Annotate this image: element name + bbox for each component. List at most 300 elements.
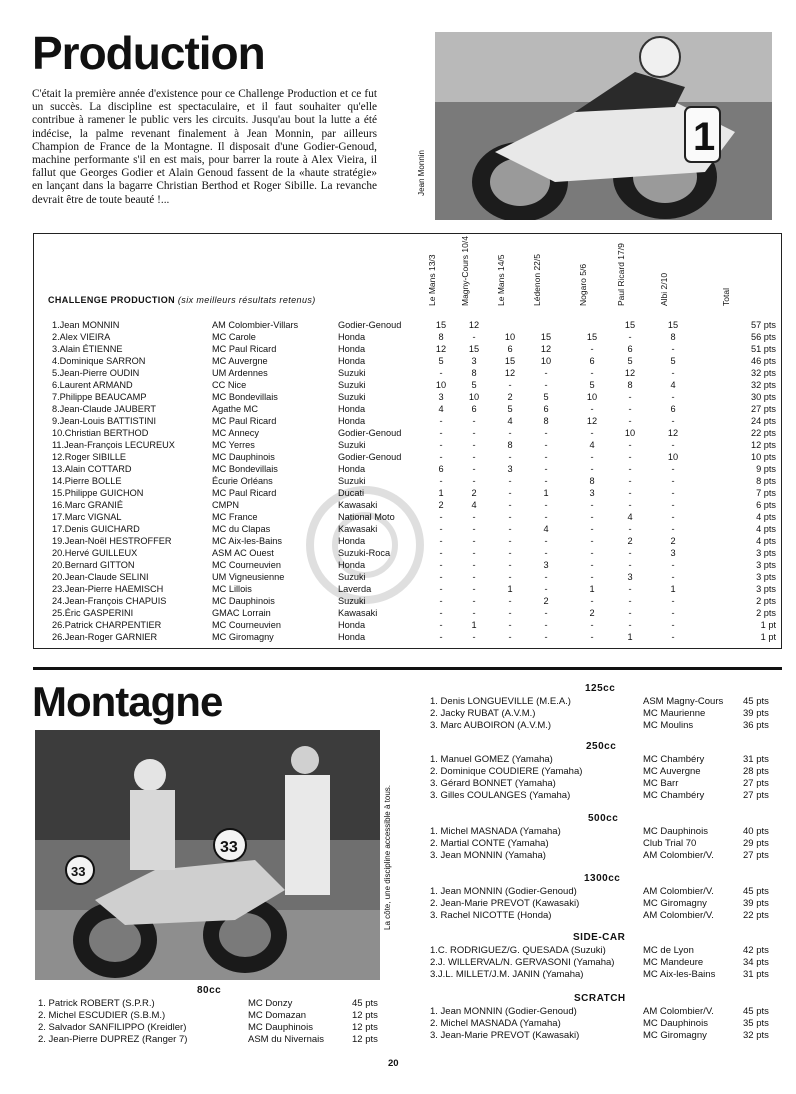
rider-name: 23.Jean-Pierre HAEMISCH [52, 584, 164, 594]
total-points: 2 pts [756, 596, 776, 606]
result-row [0, 778, 796, 790]
race-points: 12 [586, 416, 598, 426]
rider-name: 8.Jean-Claude JAUBERT [52, 404, 157, 414]
bike-make: Laverda [338, 584, 372, 594]
result-row [0, 790, 796, 802]
rider-name: 1. Manuel GOMEZ (Yamaha) [430, 754, 553, 765]
club-name: ASM du Nivernais [248, 1034, 325, 1045]
total-points: 32 pts [750, 380, 776, 390]
race-points: - [472, 584, 476, 594]
rider-name: 14.Pierre BOLLE [52, 476, 122, 486]
total-points: 6 pts [756, 500, 776, 510]
total-header: Total [721, 288, 731, 306]
rider-name: 2. Salvador SANFILIPPO (Kreidler) [38, 1022, 187, 1033]
race-points: - [439, 596, 443, 606]
table-row [0, 427, 796, 439]
total-points: 4 pts [756, 536, 776, 546]
race-points: 10 [586, 392, 598, 402]
total-points: 2 pts [756, 608, 776, 618]
rider-name: 20.Hervé GUILLEUX [52, 548, 138, 558]
table-row [0, 415, 796, 427]
race-points: - [439, 452, 443, 462]
points: 36 pts [743, 720, 769, 731]
race-points: - [590, 500, 594, 510]
race-points: - [544, 512, 548, 522]
race-points: - [472, 476, 476, 486]
race-header: Magny-Cours 10/4 [460, 236, 470, 306]
race-points: 3 [543, 560, 549, 570]
race-points: 12 [435, 344, 447, 354]
rider-name: 3.J.L. MILLET/J.M. JANIN (Yamaha) [430, 969, 584, 980]
table-row [0, 631, 796, 643]
race-points: - [671, 464, 675, 474]
race-points: - [628, 476, 632, 486]
race-points: 2 [589, 608, 595, 618]
club-name: ASM Magny-Cours [643, 696, 724, 707]
race-points: 4 [589, 440, 595, 450]
race-points: - [590, 452, 594, 462]
race-points: 5 [589, 380, 595, 390]
race-points: 8 [507, 440, 513, 450]
race-points: - [671, 512, 675, 522]
race-points: 2 [507, 392, 513, 402]
club-name: MC France [212, 512, 258, 522]
rider-name: 3.Alain ÉTIENNE [52, 344, 123, 354]
race-points: - [544, 440, 548, 450]
total-points: 3 pts [756, 548, 776, 558]
race-points: 10 [435, 380, 447, 390]
club-name: MC Courneuvien [212, 560, 281, 570]
race-points: - [671, 560, 675, 570]
points: 31 pts [743, 754, 769, 765]
race-points: 15 [468, 344, 480, 354]
race-header: Le Mans 13/3 [427, 254, 437, 306]
race-points: - [472, 536, 476, 546]
photo-credit-montagne: La côte, une discipline accessible à tous. [383, 785, 392, 930]
total-points: 22 pts [750, 428, 776, 438]
race-points: 2 [543, 596, 549, 606]
result-row [0, 1018, 796, 1030]
club-name: UM Vigneusienne [212, 572, 285, 582]
race-points: - [590, 512, 594, 522]
race-points: 1 [670, 584, 676, 594]
points: 32 pts [743, 1030, 769, 1041]
points: 45 pts [743, 696, 769, 707]
points: 39 pts [743, 898, 769, 909]
points: 27 pts [743, 850, 769, 861]
bike-make: Honda [338, 344, 366, 354]
race-points: 5 [438, 356, 444, 366]
club-name: MC Auvergne [212, 356, 268, 366]
points: 45 pts [743, 886, 769, 897]
club-name: MC Dauphinois [643, 1018, 708, 1029]
club-name: MC Mandeure [643, 957, 704, 968]
rider-name: 1. Jean MONNIN (Godier-Genoud) [430, 1006, 577, 1017]
race-points: - [590, 368, 594, 378]
race-points: 4 [471, 500, 477, 510]
race-points: - [628, 584, 632, 594]
result-row [0, 969, 796, 981]
bike-make: Suzuki [338, 440, 366, 450]
page-number: 20 [388, 1058, 399, 1069]
race-points: - [508, 452, 512, 462]
club-name: MC Carole [212, 332, 256, 342]
total-points: 10 pts [750, 452, 776, 462]
race-points: - [439, 428, 443, 438]
rider-name: 24.Jean-François CHAPUIS [52, 596, 167, 606]
race-header: Le Mans 14/5 [496, 254, 506, 306]
table-row [0, 355, 796, 367]
race-points: - [628, 608, 632, 618]
total-points: 9 pts [756, 464, 776, 474]
rider-name: 26.Jean-Roger GARNIER [52, 632, 158, 642]
category-heading: 250cc [586, 741, 617, 752]
bike-make: Honda [338, 632, 366, 642]
rider-name: 2. Jean-Marie PREVOT (Kawasaki) [430, 898, 580, 909]
race-points: - [671, 368, 675, 378]
points: 39 pts [743, 708, 769, 719]
race-points: 2 [670, 536, 676, 546]
challenge-table-title [48, 295, 316, 305]
points: 45 pts [352, 998, 378, 1009]
points: 22 pts [743, 910, 769, 921]
race-points: - [590, 404, 594, 414]
race-points: 15 [504, 356, 516, 366]
production-title: Production [32, 27, 265, 79]
result-row [0, 945, 796, 957]
club-name: AM Colombier/V. [643, 910, 714, 921]
club-name: MC de Lyon [643, 945, 694, 956]
rider-name: 2. Michel MASNADA (Yamaha) [430, 1018, 561, 1029]
club-name: MC Bondevillais [212, 464, 278, 474]
points: 12 pts [352, 1010, 378, 1021]
points: 29 pts [743, 838, 769, 849]
points: 40 pts [743, 826, 769, 837]
race-points: 5 [471, 380, 477, 390]
total-points: 8 pts [756, 476, 776, 486]
race-points: - [508, 476, 512, 486]
club-name: MC Donzy [248, 998, 293, 1009]
challenge-title-text: CHALLENGE PRODUCTION [48, 295, 175, 305]
club-name: Club Trial 70 [643, 838, 697, 849]
rider-name: 1.C. RODRIGUEZ/G. QUESADA (Suzuki) [430, 945, 606, 956]
table-row [0, 619, 796, 631]
watermark-emblem [300, 480, 430, 610]
category-heading: SIDE-CAR [573, 932, 626, 943]
race-points: - [628, 440, 632, 450]
race-points: 3 [507, 464, 513, 474]
race-points: - [671, 572, 675, 582]
club-name: MC du Clapas [212, 524, 271, 534]
total-points: 30 pts [750, 392, 776, 402]
race-points: - [544, 548, 548, 558]
svg-text:33: 33 [220, 839, 238, 856]
club-name: MC Aix-les-Bains [643, 969, 716, 980]
club-name: AM Colombier-Villars [212, 320, 299, 330]
club-name: CMPN [212, 500, 240, 510]
race-photo-jean-monnin [435, 32, 772, 220]
rider-name: 11.Jean-François LECUREUX [52, 440, 175, 450]
race-points: - [544, 368, 548, 378]
race-points: - [628, 332, 632, 342]
challenge-subtitle-text: (six meilleurs résultats retenus) [177, 295, 316, 305]
club-name: MC Chambéry [643, 790, 705, 801]
race-points: 1 [589, 584, 595, 594]
club-name: MC Domazan [248, 1010, 307, 1021]
race-points: 15 [540, 332, 552, 342]
race-points: 6 [471, 404, 477, 414]
race-points: 10 [504, 332, 516, 342]
bike-make: Suzuki [338, 476, 366, 486]
bike-make: Godier-Genoud [338, 452, 402, 462]
race-points: 10 [468, 392, 480, 402]
race-points: 3 [438, 392, 444, 402]
race-points: 8 [543, 416, 549, 426]
race-points: 1 [471, 620, 477, 630]
race-points: - [472, 512, 476, 522]
rider-name: 20.Jean-Claude SELINI [52, 572, 149, 582]
rider-name: 20.Bernard GITTON [52, 560, 135, 570]
race-points: - [439, 368, 443, 378]
club-name: MC Bondevillais [212, 392, 278, 402]
result-row [0, 910, 796, 922]
race-points: - [544, 452, 548, 462]
race-points: 3 [589, 488, 595, 498]
club-name: MC Dauphinois [212, 596, 275, 606]
table-row [0, 379, 796, 391]
race-points: - [472, 332, 476, 342]
rider-name: 16.Marc GRANIÉ [52, 500, 123, 510]
points: 27 pts [743, 790, 769, 801]
race-points: 1 [543, 488, 549, 498]
bike-make: Suzuki [338, 392, 366, 402]
club-name: MC Giromagny [643, 1030, 707, 1041]
points: 34 pts [743, 957, 769, 968]
rider-name: 19.Jean-Noël HESTROFFER [52, 536, 172, 546]
club-name: MC Dauphinois [643, 826, 708, 837]
rider-name: 1.Jean MONNIN [52, 320, 120, 330]
race-points: - [628, 620, 632, 630]
race-points: - [544, 428, 548, 438]
race-points: - [508, 512, 512, 522]
race-points: - [439, 416, 443, 426]
bike-make: Honda [338, 536, 366, 546]
category-heading: 1300cc [584, 873, 621, 884]
race-points: - [472, 416, 476, 426]
race-points: - [439, 536, 443, 546]
race-points: - [472, 524, 476, 534]
race-points: 3 [627, 572, 633, 582]
race-points: 4 [670, 380, 676, 390]
bike-make: Honda [338, 560, 366, 570]
race-points: - [628, 452, 632, 462]
rider-name: 1. Jean MONNIN (Godier-Genoud) [430, 886, 577, 897]
race-points: 10 [540, 356, 552, 366]
race-points: - [628, 488, 632, 498]
race-points: 10 [667, 452, 679, 462]
race-points: - [439, 584, 443, 594]
club-name: AM Colombier/V. [643, 886, 714, 897]
race-points: - [628, 404, 632, 414]
result-row [0, 850, 796, 862]
club-name: AM Colombier/V. [643, 850, 714, 861]
race-points: 1 [507, 584, 513, 594]
race-points: 5 [670, 356, 676, 366]
section-separator [33, 667, 782, 670]
club-name: MC Paul Ricard [212, 344, 277, 354]
bike-make: Godier-Genoud [338, 320, 402, 330]
race-points: - [472, 440, 476, 450]
race-points: - [508, 620, 512, 630]
points: 28 pts [743, 766, 769, 777]
race-points: 4 [438, 404, 444, 414]
race-points: 3 [670, 548, 676, 558]
club-name: MC Paul Ricard [212, 416, 277, 426]
total-points: 7 pts [756, 488, 776, 498]
rider-name: 15.Philippe GUICHON [52, 488, 144, 498]
rider-name: 26.Patrick CHARPENTIER [52, 620, 162, 630]
rider-name: 3. Jean-Marie PREVOT (Kawasaki) [430, 1030, 580, 1041]
race-points: - [590, 524, 594, 534]
race-points: 8 [438, 332, 444, 342]
race-points: - [472, 548, 476, 558]
race-points: - [472, 464, 476, 474]
total-points: 46 pts [750, 356, 776, 366]
table-row [0, 331, 796, 343]
race-points: 6 [627, 344, 633, 354]
rider-name: 10.Christian BERTHOD [52, 428, 149, 438]
racer-illustration [435, 32, 772, 220]
club-name: MC Giromagny [643, 898, 707, 909]
club-name: MC Maurienne [643, 708, 706, 719]
race-points: - [671, 344, 675, 354]
race-points: - [628, 548, 632, 558]
race-points: - [544, 500, 548, 510]
race-points: - [439, 632, 443, 642]
total-points: 3 pts [756, 560, 776, 570]
category-heading: SCRATCH [574, 993, 626, 1004]
race-points: - [508, 608, 512, 618]
race-points: - [508, 632, 512, 642]
race-points: 4 [507, 416, 513, 426]
rider-name: 2. Jean-Pierre DUPREZ (Ranger 7) [38, 1034, 188, 1045]
race-points: - [590, 464, 594, 474]
race-points: - [671, 524, 675, 534]
rider-name: 1. Michel MASNADA (Yamaha) [430, 826, 561, 837]
race-points: - [590, 596, 594, 606]
rider-name: 5.Jean-Pierre OUDIN [52, 368, 140, 378]
points: 42 pts [743, 945, 769, 956]
club-name: MC Courneuvien [212, 620, 281, 630]
table-row [0, 403, 796, 415]
race-points: - [671, 632, 675, 642]
rider-name: 25.Éric GASPERINI [52, 608, 134, 618]
race-points: - [508, 428, 512, 438]
category-heading: 80cc [197, 985, 222, 996]
race-points: - [508, 548, 512, 558]
result-row [0, 838, 796, 850]
race-points: 3 [471, 356, 477, 366]
svg-text:33: 33 [71, 864, 86, 879]
rider-name: 3. Marc AUBOIRON (A.V.M.) [430, 720, 552, 731]
race-header: Albi 2/10 [659, 272, 669, 306]
race-points: 1 [627, 632, 633, 642]
race-points: - [544, 476, 548, 486]
race-points: - [590, 572, 594, 582]
table-row [0, 391, 796, 403]
race-points: - [590, 344, 594, 354]
race-points: - [544, 608, 548, 618]
points: 45 pts [743, 1006, 769, 1017]
table-row [0, 319, 796, 331]
club-name: MC Lillois [212, 584, 252, 594]
race-points: - [590, 536, 594, 546]
rider-name: 1. Patrick ROBERT (S.P.R.) [38, 998, 155, 1009]
race-points: - [472, 632, 476, 642]
result-row [0, 754, 796, 766]
result-row [0, 957, 796, 969]
rider-name: 6.Laurent ARMAND [52, 380, 133, 390]
race-points: 15 [435, 320, 447, 330]
race-points: - [439, 560, 443, 570]
svg-text:1: 1 [693, 115, 716, 159]
race-points: 6 [438, 464, 444, 474]
result-row [0, 720, 796, 732]
bike-make: Suzuki [338, 596, 366, 606]
bike-make: Honda [338, 620, 366, 630]
race-points: - [508, 572, 512, 582]
race-points: 15 [667, 320, 679, 330]
club-name: ASM AC Ouest [212, 548, 274, 558]
rider-name: 3. Rachel NICOTTE (Honda) [430, 910, 552, 921]
table-row [0, 463, 796, 475]
race-points: 12 [540, 344, 552, 354]
race-points: - [472, 608, 476, 618]
total-points: 1 pt [760, 620, 776, 630]
total-points: 12 pts [750, 440, 776, 450]
race-points: 6 [543, 404, 549, 414]
race-points: - [590, 632, 594, 642]
race-points: - [508, 524, 512, 534]
club-name: MC Annecy [212, 428, 259, 438]
category-heading: 125cc [585, 683, 616, 694]
bike-make: Honda [338, 404, 366, 414]
race-points: - [508, 500, 512, 510]
race-points: 2 [438, 500, 444, 510]
race-points: 8 [589, 476, 595, 486]
bike-make: Ducati [338, 488, 365, 498]
rider-name: 3. Jean MONNIN (Yamaha) [430, 850, 546, 861]
club-name: MC Giromagny [212, 632, 274, 642]
race-points: - [472, 428, 476, 438]
race-points: - [508, 380, 512, 390]
race-points: - [544, 572, 548, 582]
race-points: - [439, 572, 443, 582]
race-points: - [628, 392, 632, 402]
race-points: - [472, 452, 476, 462]
race-header: Nogaro 5/6 [578, 263, 588, 306]
race-points: - [472, 572, 476, 582]
race-points: - [671, 620, 675, 630]
race-points: - [544, 380, 548, 390]
race-points: - [590, 548, 594, 558]
race-points: - [439, 524, 443, 534]
photo-credit-jean-monnin: Jean Monnin [417, 150, 426, 196]
club-name: MC Aix-les-Bains [212, 536, 282, 546]
race-points: - [671, 440, 675, 450]
race-points: 8 [670, 332, 676, 342]
club-name: MC Chambéry [643, 754, 705, 765]
